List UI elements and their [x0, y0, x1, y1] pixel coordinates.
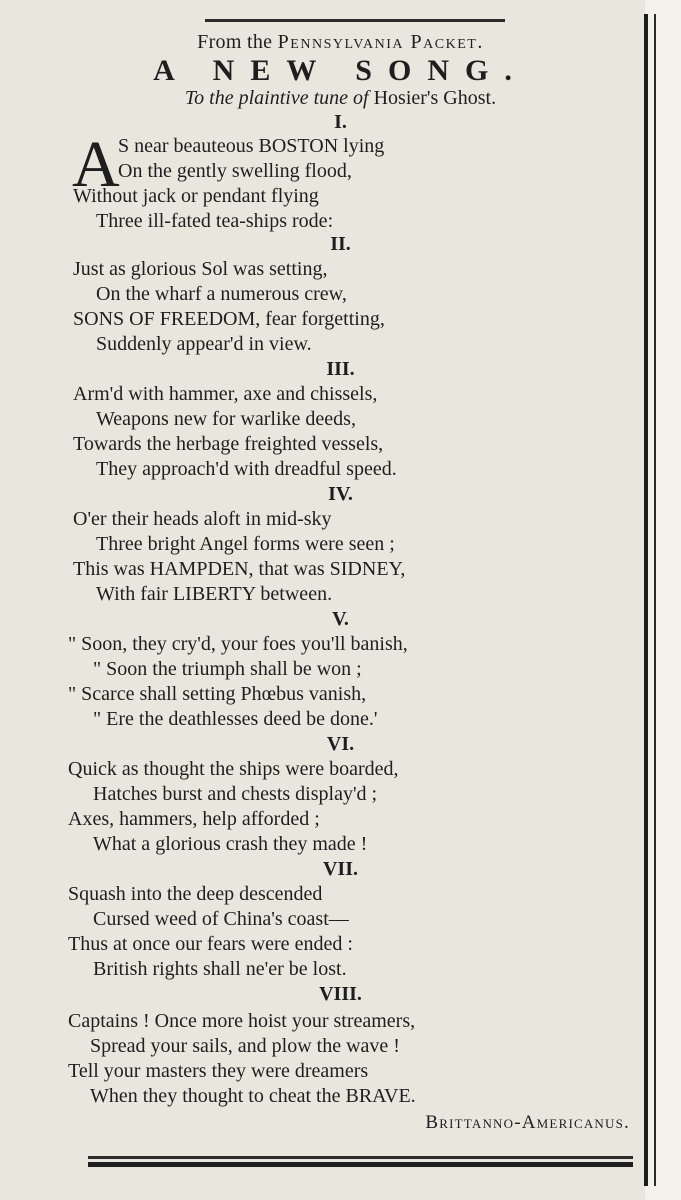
verse-numeral: VIII.	[319, 983, 362, 1005]
verse-line: Tell your masters they were dreamers	[68, 1060, 369, 1082]
tune-line	[0, 87, 681, 110]
column-rule-left	[644, 14, 648, 1186]
verse-line: Towards the herbage freighted vessels,	[73, 433, 384, 455]
verse-line: Three ill-fated tea-ships rode:	[96, 210, 334, 232]
verse-line: O'er their heads aloft in mid-sky	[73, 508, 332, 530]
tune-prefix: To the plaintive tune of	[184, 87, 369, 109]
verse-numeral: I.	[334, 111, 347, 133]
verse-line: Just as glorious Sol was setting,	[73, 258, 328, 280]
verse-numeral: V.	[332, 608, 349, 630]
verse-line: British rights shall ne'er be lost.	[93, 958, 347, 980]
adjacent-column-margin	[645, 0, 681, 1200]
column-rule-right	[654, 14, 656, 1186]
verse-line: Captains ! Once more hoist your streamers,	[68, 1010, 416, 1032]
verse-line: This was HAMPDEN, that was SIDNEY,	[73, 558, 406, 580]
verse-numeral: VII.	[322, 858, 358, 880]
verse-line: Axes, hammers, help afforded ;	[68, 808, 320, 830]
bottom-rule-thick	[88, 1162, 633, 1167]
verse-line: When they thought to cheat the BRAVE.	[90, 1085, 416, 1107]
song-title: A NEW SONG.	[153, 54, 528, 87]
source-line	[0, 31, 681, 54]
verse-line: Suddenly appear'd in view.	[96, 333, 312, 355]
top-rule	[205, 19, 505, 22]
verse-line: " Ere the deathlesses deed be done.'	[93, 708, 378, 730]
bottom-rule-thin	[88, 1156, 633, 1159]
verse-numeral: III.	[326, 358, 355, 380]
source-prefix: From the	[197, 31, 273, 53]
verse-line: Hatches burst and chests display'd ;	[93, 783, 378, 805]
verse-line: Arm'd with hammer, axe and chissels,	[73, 383, 378, 405]
verse-line: Cursed weed of China's coast—	[93, 908, 349, 930]
verse-line: They approach'd with dreadful speed.	[96, 458, 397, 480]
verse-line: Spread your sails, and plow the wave !	[90, 1035, 400, 1057]
verse-line: On the gently swelling flood,	[118, 160, 352, 182]
verse-line: " Soon, they cry'd, your foes you'll banish,	[68, 633, 408, 655]
source-name: Pennsylvania Packet.	[277, 31, 484, 53]
verse-numeral: II.	[330, 233, 351, 255]
verse-line: " Soon the triumph shall be won ;	[93, 658, 362, 680]
signature: Brittanno-Americanus.	[425, 1112, 630, 1133]
verse-line: On the wharf a numerous crew,	[96, 283, 347, 305]
verse-numeral: IV.	[328, 483, 353, 505]
verse-line: SONS OF FREEDOM, fear forgetting,	[73, 308, 385, 330]
verse-line: Three bright Angel forms were seen ;	[96, 533, 395, 555]
drop-cap: A	[72, 128, 120, 201]
verse-line: Squash into the deep descended	[68, 883, 323, 905]
verse-numeral: VI.	[326, 733, 355, 755]
verse-line: With fair LIBERTY between.	[96, 583, 333, 605]
verse-line: Thus at once our fears were ended :	[68, 933, 353, 955]
tune-name: Hosier's Ghost.	[373, 87, 497, 109]
verse-line: S near beauteous BOSTON lying	[118, 135, 385, 157]
verse-line: Weapons new for warlike deeds,	[96, 408, 356, 430]
verse-line: What a glorious crash they made !	[93, 833, 368, 855]
verse-line: " Scarce shall setting Phœbus vanish,	[68, 683, 367, 705]
verse-line: Without jack or pendant flying	[73, 185, 319, 207]
verse-line: Quick as thought the ships were boarded,	[68, 758, 399, 780]
